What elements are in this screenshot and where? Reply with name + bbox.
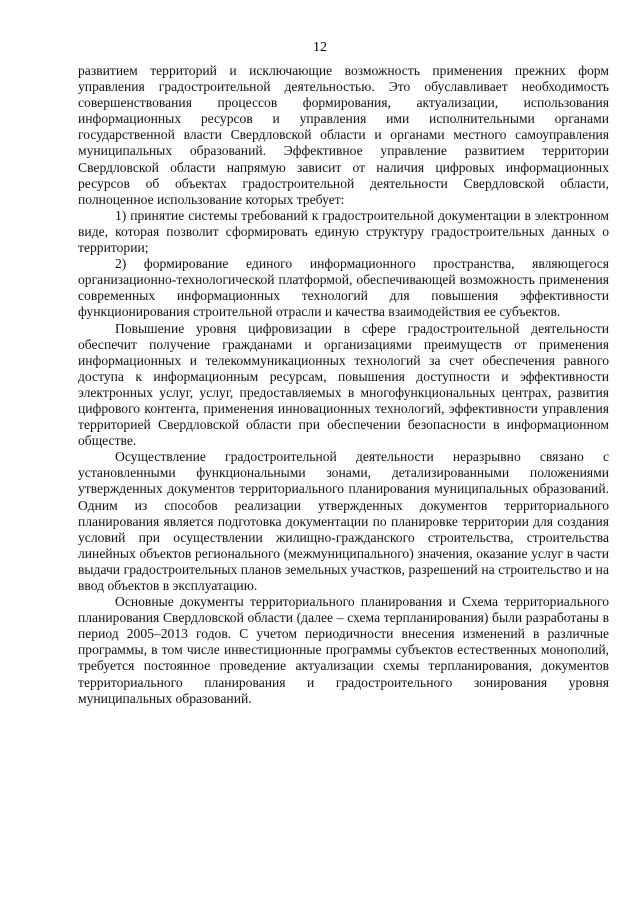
document-body — [78, 63, 609, 707]
paragraph-urban-planning: Осуществление градостроительной деятельности неразрывно связано с установленными функциональными зонами, детализированными положениями утвержденных документов территориального планирования муниципальных образований. Одним из способов реализации утвержденных документов территориального планирования является подготовка документации по планировке территории для создания условий при осуществлении жилищно-гражданского строительства, строительства линейных объектов регионального (межмуниципального) значения, оказание услуг в части выдачи градостроительных планов земельных участков, разрешений на строительство и на ввод объектов в эксплуатацию. — [78, 449, 609, 593]
page-number: 12 — [313, 40, 327, 55]
paragraph-territorial-scheme: Основные документы территориального планирования и Схема территориального планирования Свердловской области (далее – схема терпланирования) были разработаны в период 2005–2013 годов. С учетом периодичности внесения изменений в различные программы, в том числе инвестиционные программы субъектов естественных монополий, требуется постоянное проведение актуализации схемы терпланирования, документов территориального планирования и градостроительного зонирования уровня муниципальных образований. — [78, 594, 609, 706]
paragraph-digitalization: Повышение уровня цифровизации в сфере градостроительной деятельности обеспечит получение гражданами и организациями преимуществ от применения информационных и телекоммуникационных технологий за счет обеспечения равного доступа к информационным ресурсам, повышения доступности и эффективности электронных услуг, услуг, предоставляемых в многофункциональных центрах, развития цифрового контента, применения инновационных технологий, эффективности управления территорией Свердловской области при обеспечении безопасности в информационном обществе. — [78, 320, 609, 449]
paragraph-continuation: развитием территорий и исключающие возможность применения прежних форм управления градостроительной деятельностью. Это обуславливает необходимость совершенствования процессов формирования, актуализации, использования информационных ресурсов и управления ими исполнительными органами государственной власти Свердловской области и органами местного самоуправления муниципальных образований. Эффективное управление развитием территории Свердловской области напрямую зависит от наличия цифровых информационных ресурсов об объектах градостроительной деятельности Свердловской области, полноценное использование которых требует: — [78, 63, 609, 207]
list-item-1: 1) принятие системы требований к градостроительной документации в электронном виде, которая позволит сформировать единую структуру градостроительных данных о территории; — [78, 207, 609, 256]
list-item-2: 2) формирование единого информационного пространства, являющегося организационно-технологической платформой, обеспечивающей возможность применения современных информационных технологий для повышения эффективности функционирования строительной отрасли и качества взаимодействия ее субъектов. — [78, 256, 609, 320]
